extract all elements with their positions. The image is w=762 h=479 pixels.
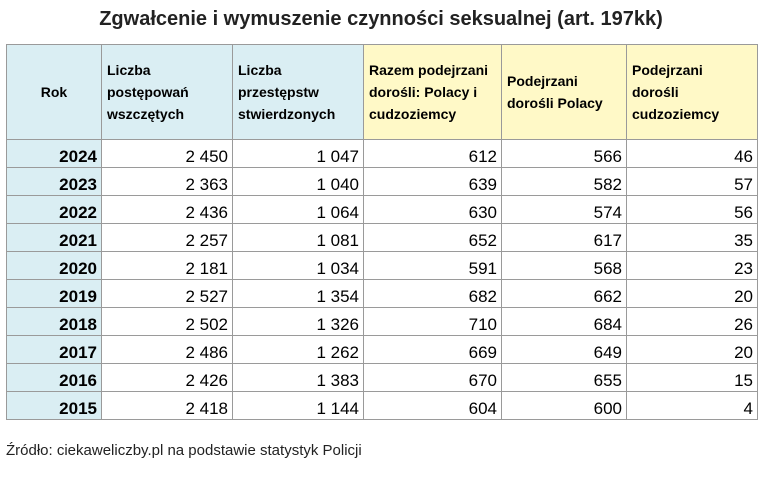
header-postepowania: Liczba postępowań wszczętych — [102, 45, 233, 140]
podejrzani-polacy-cell: 662 — [502, 280, 627, 308]
header-podejrzani-polacy: Podejrzani dorośli Polacy — [502, 45, 627, 140]
year-cell: 2023 — [7, 168, 102, 196]
podejrzani-cudzoziemcy-cell: 20 — [627, 280, 758, 308]
podejrzani-polacy-cell: 574 — [502, 196, 627, 224]
postepowania-cell: 2 450 — [102, 140, 233, 168]
razem-podejrzani-cell: 682 — [364, 280, 502, 308]
przestepstwa-cell: 1 064 — [233, 196, 364, 224]
table-row — [7, 308, 758, 336]
data-table — [6, 44, 758, 420]
year-cell: 2015 — [7, 392, 102, 420]
table-row — [7, 392, 758, 420]
podejrzani-polacy-cell: 568 — [502, 252, 627, 280]
podejrzani-cudzoziemcy-cell: 15 — [627, 364, 758, 392]
podejrzani-polacy-cell: 617 — [502, 224, 627, 252]
table-row — [7, 336, 758, 364]
przestepstwa-cell: 1 040 — [233, 168, 364, 196]
podejrzani-polacy-cell: 649 — [502, 336, 627, 364]
podejrzani-cudzoziemcy-cell: 4 — [627, 392, 758, 420]
header-przestepstwa: Liczba przestępstw stwierdzonych — [233, 45, 364, 140]
postepowania-cell: 2 527 — [102, 280, 233, 308]
przestepstwa-cell: 1 326 — [233, 308, 364, 336]
razem-podejrzani-cell: 669 — [364, 336, 502, 364]
year-cell: 2018 — [7, 308, 102, 336]
postepowania-cell: 2 436 — [102, 196, 233, 224]
podejrzani-cudzoziemcy-cell: 46 — [627, 140, 758, 168]
table-row — [7, 280, 758, 308]
przestepstwa-cell: 1 034 — [233, 252, 364, 280]
table-row — [7, 140, 758, 168]
razem-podejrzani-cell: 639 — [364, 168, 502, 196]
podejrzani-polacy-cell: 684 — [502, 308, 627, 336]
razem-podejrzani-cell: 710 — [364, 308, 502, 336]
przestepstwa-cell: 1 081 — [233, 224, 364, 252]
podejrzani-polacy-cell: 582 — [502, 168, 627, 196]
postepowania-cell: 2 418 — [102, 392, 233, 420]
przestepstwa-cell: 1 144 — [233, 392, 364, 420]
podejrzani-cudzoziemcy-cell: 35 — [627, 224, 758, 252]
source-note: Źródło: ciekaweliczby.pl na podstawie statystyk Policji — [6, 442, 362, 459]
razem-podejrzani-cell: 630 — [364, 196, 502, 224]
podejrzani-cudzoziemcy-cell: 20 — [627, 336, 758, 364]
header-row — [7, 45, 758, 140]
year-cell: 2020 — [7, 252, 102, 280]
podejrzani-polacy-cell: 566 — [502, 140, 627, 168]
table-row — [7, 252, 758, 280]
year-cell: 2019 — [7, 280, 102, 308]
chart-title: Zgwałcenie i wymuszenie czynności seksualnej (art. 197kk) — [99, 8, 663, 30]
year-cell: 2022 — [7, 196, 102, 224]
podejrzani-polacy-cell: 655 — [502, 364, 627, 392]
table-row — [7, 196, 758, 224]
postepowania-cell: 2 257 — [102, 224, 233, 252]
postepowania-cell: 2 181 — [102, 252, 233, 280]
podejrzani-cudzoziemcy-cell: 23 — [627, 252, 758, 280]
year-cell: 2024 — [7, 140, 102, 168]
year-cell: 2016 — [7, 364, 102, 392]
table-row — [7, 224, 758, 252]
razem-podejrzani-cell: 591 — [364, 252, 502, 280]
postepowania-cell: 2 502 — [102, 308, 233, 336]
header-rok: Rok — [7, 45, 102, 140]
header-podejrzani-cudzoziemcy: Podejrzani dorośli cudzoziemcy — [627, 45, 758, 140]
year-cell: 2021 — [7, 224, 102, 252]
razem-podejrzani-cell: 612 — [364, 140, 502, 168]
postepowania-cell: 2 486 — [102, 336, 233, 364]
przestepstwa-cell: 1 354 — [233, 280, 364, 308]
table-row — [7, 168, 758, 196]
podejrzani-cudzoziemcy-cell: 57 — [627, 168, 758, 196]
podejrzani-cudzoziemcy-cell: 56 — [627, 196, 758, 224]
postepowania-cell: 2 426 — [102, 364, 233, 392]
table-body — [7, 140, 758, 420]
podejrzani-cudzoziemcy-cell: 26 — [627, 308, 758, 336]
razem-podejrzani-cell: 604 — [364, 392, 502, 420]
header-razem-podejrzani: Razem podejrzani dorośli: Polacy i cudzoziemcy — [364, 45, 502, 140]
razem-podejrzani-cell: 652 — [364, 224, 502, 252]
postepowania-cell: 2 363 — [102, 168, 233, 196]
razem-podejrzani-cell: 670 — [364, 364, 502, 392]
przestepstwa-cell: 1 262 — [233, 336, 364, 364]
przestepstwa-cell: 1 383 — [233, 364, 364, 392]
year-cell: 2017 — [7, 336, 102, 364]
przestepstwa-cell: 1 047 — [233, 140, 364, 168]
table-row — [7, 364, 758, 392]
podejrzani-polacy-cell: 600 — [502, 392, 627, 420]
